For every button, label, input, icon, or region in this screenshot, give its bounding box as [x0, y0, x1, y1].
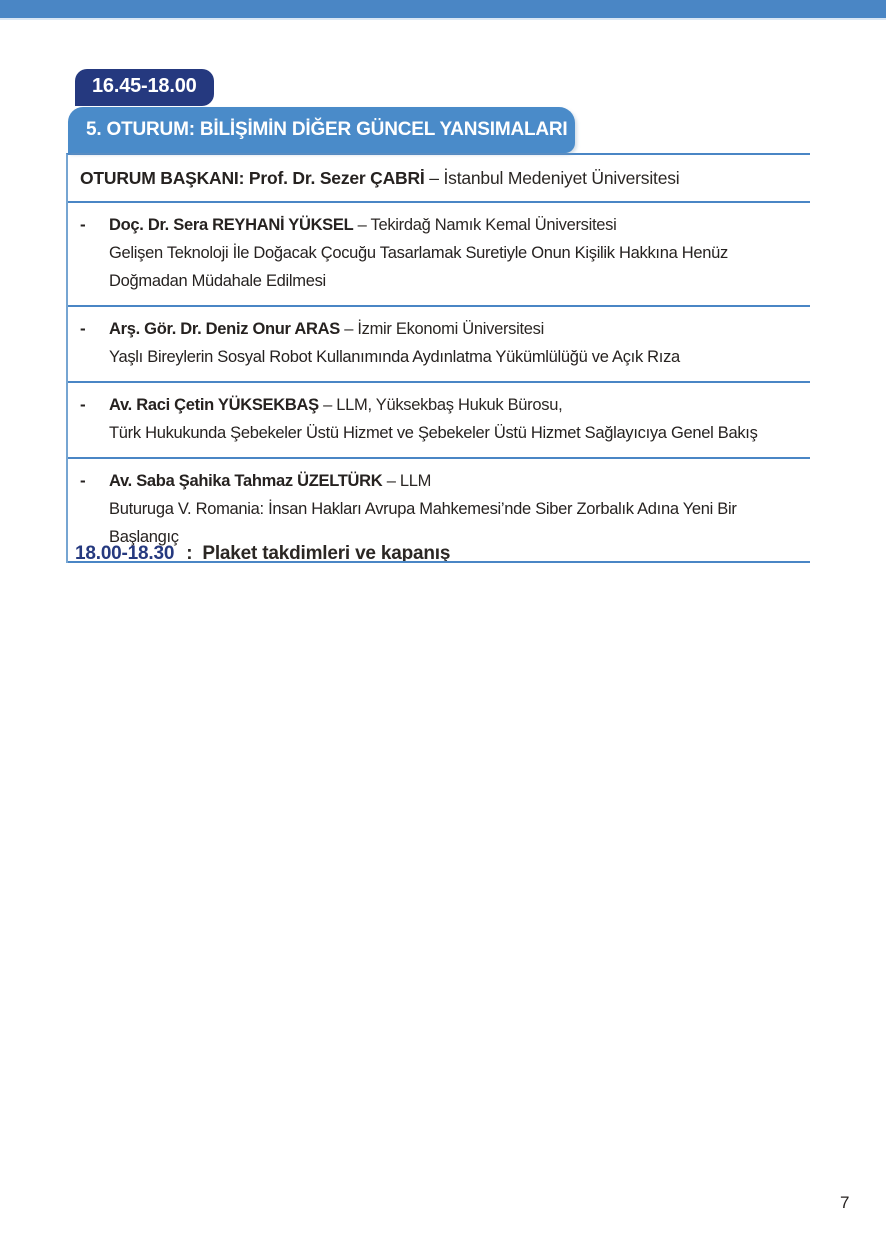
session-table — [66, 153, 810, 563]
speaker-content — [109, 211, 802, 295]
speaker-topic: Gelişen Teknoloji İle Doğacak Çocuğu Tasarlamak Suretiyle Onun Kişilik Hakkına Henüz Doğmadan Müdahale Edilmesi — [109, 244, 728, 290]
page-number: 7 — [840, 1193, 850, 1212]
speaker-topic: Yaşlı Bireylerin Sosyal Robot Kullanımında Aydınlatma Yükümlülüğü ve Açık Rıza — [109, 348, 680, 366]
speaker-affiliation: – Tekirdağ Namık Kemal Üniversitesi — [357, 216, 617, 234]
session-time: 16.45-18.00 — [92, 75, 197, 97]
speaker-heading — [109, 315, 802, 343]
speaker-name: Av. Saba Şahika Tahmaz ÜZELTÜRK — [109, 472, 383, 490]
closing-separator: : — [186, 543, 193, 564]
speaker-heading — [109, 467, 802, 495]
speaker-content — [109, 391, 802, 447]
speaker-affiliation: – İzmir Ekonomi Üniversitesi — [344, 320, 544, 338]
session-time-badge — [75, 69, 214, 106]
speaker-list — [68, 203, 810, 563]
speaker-topic: Türk Hukukunda Şebekeler Üstü Hizmet ve Şebekeler Üstü Hizmet Sağlayıcıya Genel Bakış — [109, 424, 758, 442]
speaker-row — [68, 203, 810, 307]
closing-time: 18.00-18.30 — [75, 543, 175, 564]
speaker-row — [68, 459, 810, 563]
speaker-row — [68, 307, 810, 383]
speaker-affiliation: – LLM — [386, 472, 432, 490]
bullet-dash: - — [80, 215, 86, 234]
speaker-content — [109, 467, 802, 551]
chair-row — [68, 155, 810, 203]
speaker-name: Av. Raci Çetin YÜKSEKBAŞ — [109, 396, 319, 414]
bullet-dash: - — [80, 395, 86, 414]
speaker-heading — [109, 391, 802, 419]
speaker-name: Doç. Dr. Sera REYHANİ YÜKSEL — [109, 216, 354, 234]
bullet-dash: - — [80, 471, 86, 490]
closing-label: Plaket takdimleri ve kapanış — [202, 543, 451, 564]
speaker-name: Arş. Gör. Dr. Deniz Onur ARAS — [109, 320, 340, 338]
chair-affiliation: – İstanbul Medeniyet Üniversitesi — [429, 168, 680, 188]
speaker-heading — [109, 211, 802, 239]
chair-name: Prof. Dr. Sezer ÇABRİ — [248, 168, 425, 188]
speaker-affiliation: – LLM, Yüksekbaş Hukuk Bürosu, — [323, 396, 563, 414]
top-accent-bar — [0, 0, 886, 20]
session-title-banner — [68, 107, 575, 153]
speaker-topic: Buturuga V. Romania: İnsan Hakları Avrupa Mahkemesi’nde Siber Zorbalık Adına Yeni Bir Başlangıç — [109, 500, 737, 546]
session-title: 5. OTURUM: BİLİŞİMİN DİĞER GÜNCEL YANSIMALARI — [86, 119, 568, 140]
bullet-dash: - — [80, 319, 86, 338]
chair-label: OTURUM BAŞKANI: — [80, 168, 245, 188]
speaker-row — [68, 383, 810, 459]
speaker-content — [109, 315, 802, 371]
